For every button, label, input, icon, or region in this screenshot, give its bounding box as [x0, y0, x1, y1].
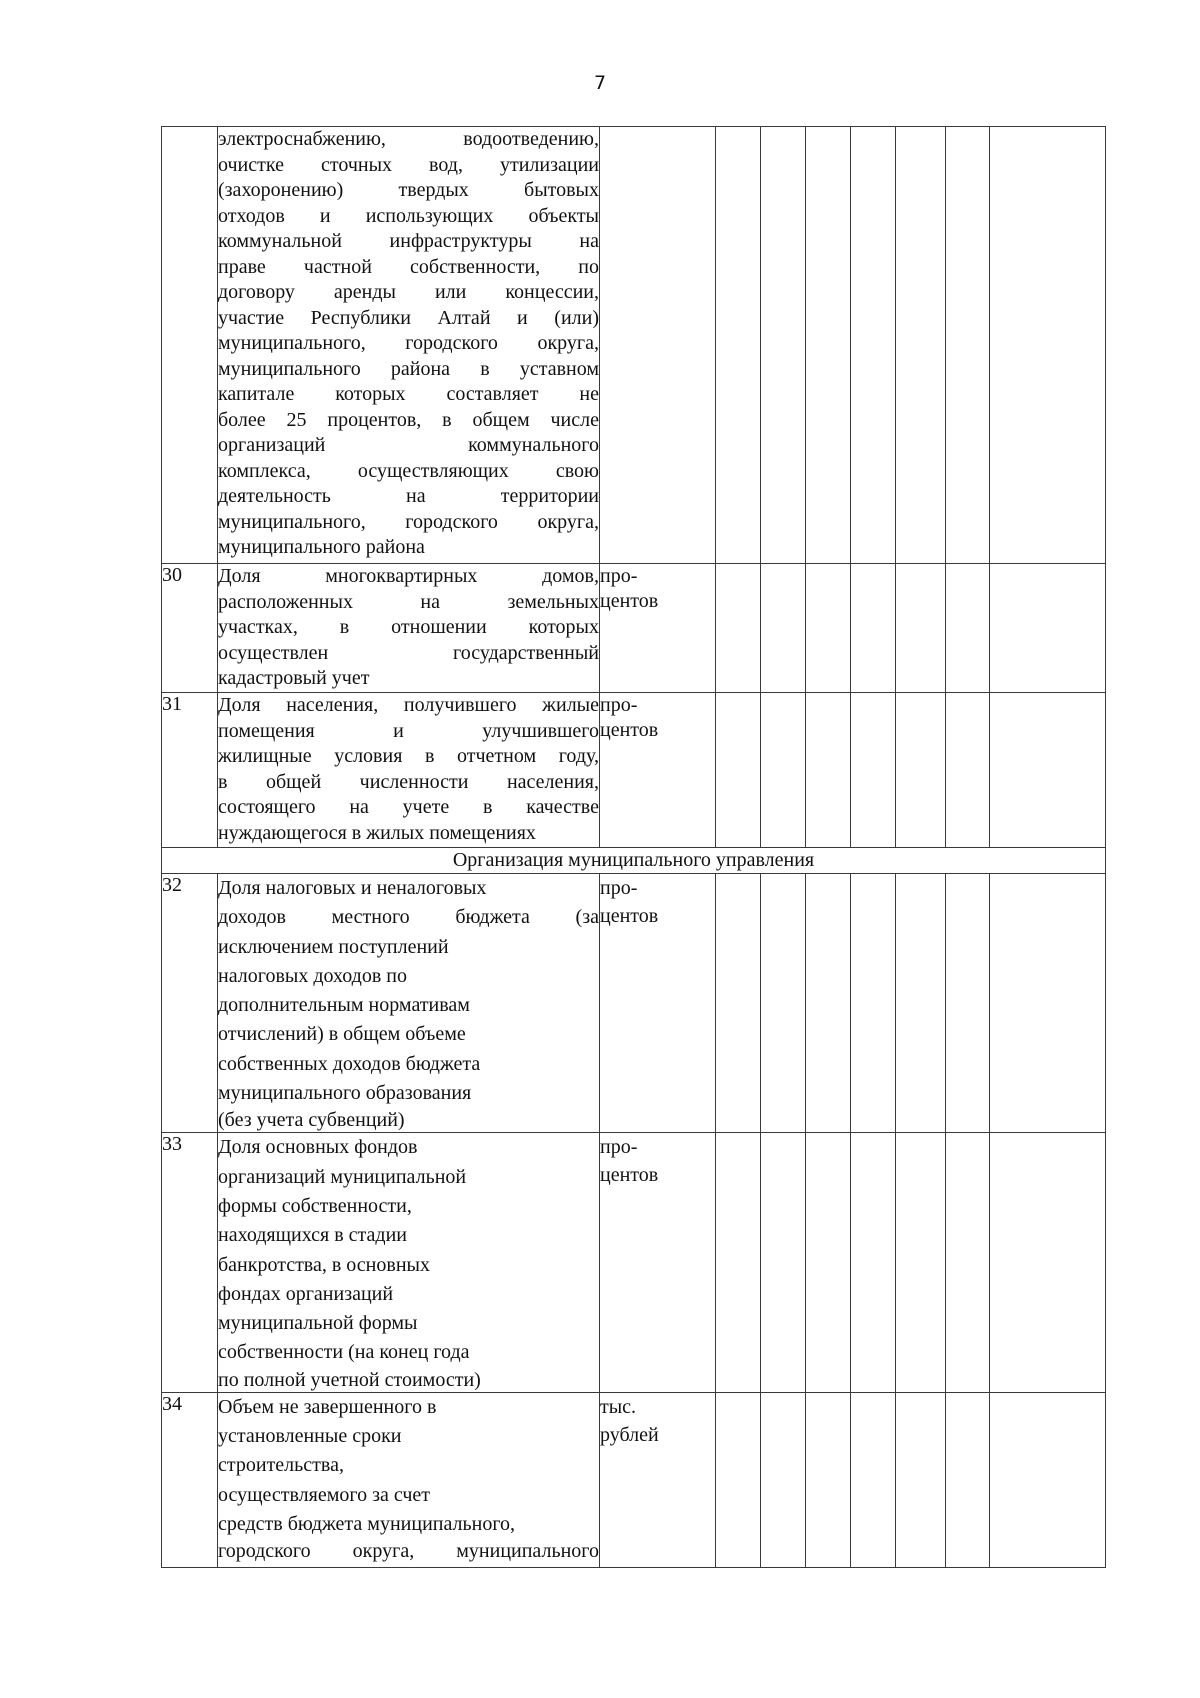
desc-line: участие Республики Алтай и (или) — [218, 306, 599, 329]
value-cell — [896, 1392, 946, 1567]
value-cell — [990, 1392, 1106, 1567]
desc-line: муниципальной формы — [218, 1312, 418, 1335]
desc-line: собственности (на конец года — [218, 1341, 470, 1364]
desc-line: Доля населения, получившего жилые — [218, 694, 599, 716]
desc-line: очистке сточных вод, утилизации — [218, 153, 599, 176]
unit-line: центов — [600, 1164, 659, 1187]
value-cell — [946, 693, 990, 848]
desc-line: муниципального района в уставном — [218, 357, 599, 380]
desc-line: собственных доходов бюджета — [218, 1052, 481, 1075]
section-header-row — [162, 848, 1106, 874]
indicator-description — [218, 1392, 600, 1567]
desc-line: коммунальной инфраструктуры на — [218, 230, 599, 252]
value-cell — [990, 1133, 1106, 1392]
desc-line: муниципального, городского округа, — [218, 332, 599, 354]
unit-line: тыс. — [600, 1395, 637, 1418]
value-cell — [716, 1392, 761, 1567]
unit-line: про- — [600, 877, 638, 899]
unit-line: центов — [600, 719, 659, 741]
value-cell — [990, 874, 1106, 1133]
value-cell — [716, 693, 761, 848]
desc-line: организаций муниципальной — [218, 1165, 467, 1188]
desc-line: формы собственности, — [218, 1194, 412, 1217]
section-title: Организация муниципального управления — [162, 848, 1106, 874]
unit-line: центов — [600, 905, 659, 927]
row-number-cell: 34 — [162, 1392, 218, 1567]
value-cell — [851, 874, 896, 1133]
desc-line: муниципального, городского округа, — [218, 510, 599, 533]
desc-line: доходов местного бюджета (за — [218, 906, 599, 929]
desc-line: строительства, — [218, 1454, 344, 1477]
desc-line: в общей численности населения, — [218, 770, 599, 793]
value-cell — [806, 127, 851, 564]
desc-line: Доля многоквартирных домов, — [218, 565, 599, 587]
desc-line: Доля налоговых и неналоговых — [218, 877, 487, 899]
desc-line: (захоронению) твердых бытовых — [218, 179, 599, 201]
value-cell — [761, 127, 806, 564]
desc-line: жилищные условия в отчетном году, — [218, 745, 599, 767]
indicator-description — [218, 564, 600, 693]
desc-line: участках, в отношении которых — [218, 616, 599, 638]
value-cell — [896, 874, 946, 1133]
desc-line: организаций коммунального — [218, 434, 599, 456]
unit-line: про- — [600, 1136, 638, 1159]
table-row — [162, 564, 1106, 693]
value-cell — [896, 693, 946, 848]
desc-line: (без учета субвенций) — [218, 1109, 405, 1132]
desc-line: осуществлен государственный — [218, 641, 599, 664]
value-cell — [716, 127, 761, 564]
desc-line: состоящего на учете в качестве — [218, 796, 599, 818]
value-cell — [946, 564, 990, 693]
unit-line: про- — [600, 694, 638, 716]
row-number-cell: 30 — [162, 564, 218, 693]
desc-line: налоговых доходов по — [218, 964, 407, 987]
desc-line: муниципального района — [218, 536, 425, 558]
desc-line: нуждающегося в жилых помещениях — [218, 821, 536, 844]
value-cell — [946, 1392, 990, 1567]
value-cell — [761, 1392, 806, 1567]
desc-line: муниципального образования — [218, 1082, 472, 1105]
desc-line: по полной учетной стоимости) — [218, 1368, 481, 1391]
desc-line: деятельность на территории — [218, 485, 599, 507]
indicator-description — [218, 127, 600, 564]
table-row — [162, 874, 1106, 1133]
desc-line: электроснабжению, водоотведению, — [218, 128, 599, 150]
desc-line: кадастровый учет — [218, 667, 370, 689]
desc-line: договору аренды или концессии, — [218, 281, 599, 303]
row-number-cell: 33 — [162, 1133, 218, 1392]
value-cell — [761, 874, 806, 1133]
desc-line: находящихся в стадии — [218, 1224, 407, 1247]
value-cell — [851, 1133, 896, 1392]
value-cell — [806, 564, 851, 693]
row-number-cell — [162, 127, 218, 564]
desc-line: фондах организаций — [218, 1282, 394, 1305]
desc-line: праве частной собственности, по — [218, 255, 599, 278]
desc-line: дополнительным нормативам — [218, 994, 470, 1017]
table-row — [162, 127, 1106, 564]
desc-line: капитале которых составляет не — [218, 383, 599, 405]
row-number-cell: 31 — [162, 693, 218, 848]
unit-cell — [600, 564, 716, 693]
unit-cell — [600, 1133, 716, 1392]
value-cell — [761, 693, 806, 848]
unit-cell — [600, 127, 716, 564]
desc-line: более 25 процентов, в общем числе — [218, 408, 599, 431]
desc-line: отходов и использующих объекты — [218, 204, 599, 227]
desc-line: Доля основных фондов — [218, 1136, 418, 1159]
value-cell — [806, 693, 851, 848]
desc-line: комплекса, осуществляющих свою — [218, 459, 599, 482]
desc-line: расположенных на земельных — [218, 590, 599, 613]
unit-cell — [600, 693, 716, 848]
desc-line: установленные сроки — [218, 1425, 402, 1448]
row-number-cell: 32 — [162, 874, 218, 1133]
value-cell — [851, 693, 896, 848]
desc-line: осуществляемого за счет — [218, 1483, 431, 1506]
unit-cell — [600, 874, 716, 1133]
value-cell — [946, 874, 990, 1133]
desc-line: исключением поступлений — [218, 935, 449, 958]
value-cell — [990, 564, 1106, 693]
indicator-description — [218, 874, 600, 1133]
value-cell — [761, 564, 806, 693]
unit-line: про- — [600, 565, 638, 587]
desc-line: средств бюджета муниципального, — [218, 1512, 516, 1535]
unit-line: рублей — [600, 1423, 659, 1446]
indicators-table — [161, 126, 1106, 1568]
value-cell — [990, 693, 1106, 848]
value-cell — [896, 127, 946, 564]
value-cell — [806, 1392, 851, 1567]
desc-line: Объем не завершенного в — [218, 1395, 437, 1418]
indicator-description — [218, 1133, 600, 1392]
value-cell — [896, 564, 946, 693]
desc-line: городского округа, муниципального — [218, 1540, 599, 1563]
page-number: 7 — [593, 72, 607, 94]
value-cell — [716, 1133, 761, 1392]
indicator-description — [218, 693, 600, 848]
table-row — [162, 1133, 1106, 1392]
value-cell — [716, 874, 761, 1133]
value-cell — [946, 1133, 990, 1392]
unit-cell — [600, 1392, 716, 1567]
value-cell — [761, 1133, 806, 1392]
value-cell — [896, 1133, 946, 1392]
value-cell — [806, 874, 851, 1133]
table-row — [162, 1392, 1106, 1567]
desc-line: банкротства, в основных — [218, 1253, 430, 1276]
value-cell — [851, 564, 896, 693]
value-cell — [851, 1392, 896, 1567]
unit-line: центов — [600, 590, 659, 612]
table-row — [162, 693, 1106, 848]
value-cell — [806, 1133, 851, 1392]
desc-line: помещения и улучшившего — [218, 719, 599, 742]
value-cell — [851, 127, 896, 564]
value-cell — [716, 564, 761, 693]
value-cell — [946, 127, 990, 564]
value-cell — [990, 127, 1106, 564]
desc-line: отчислений) в общем объеме — [218, 1023, 466, 1046]
